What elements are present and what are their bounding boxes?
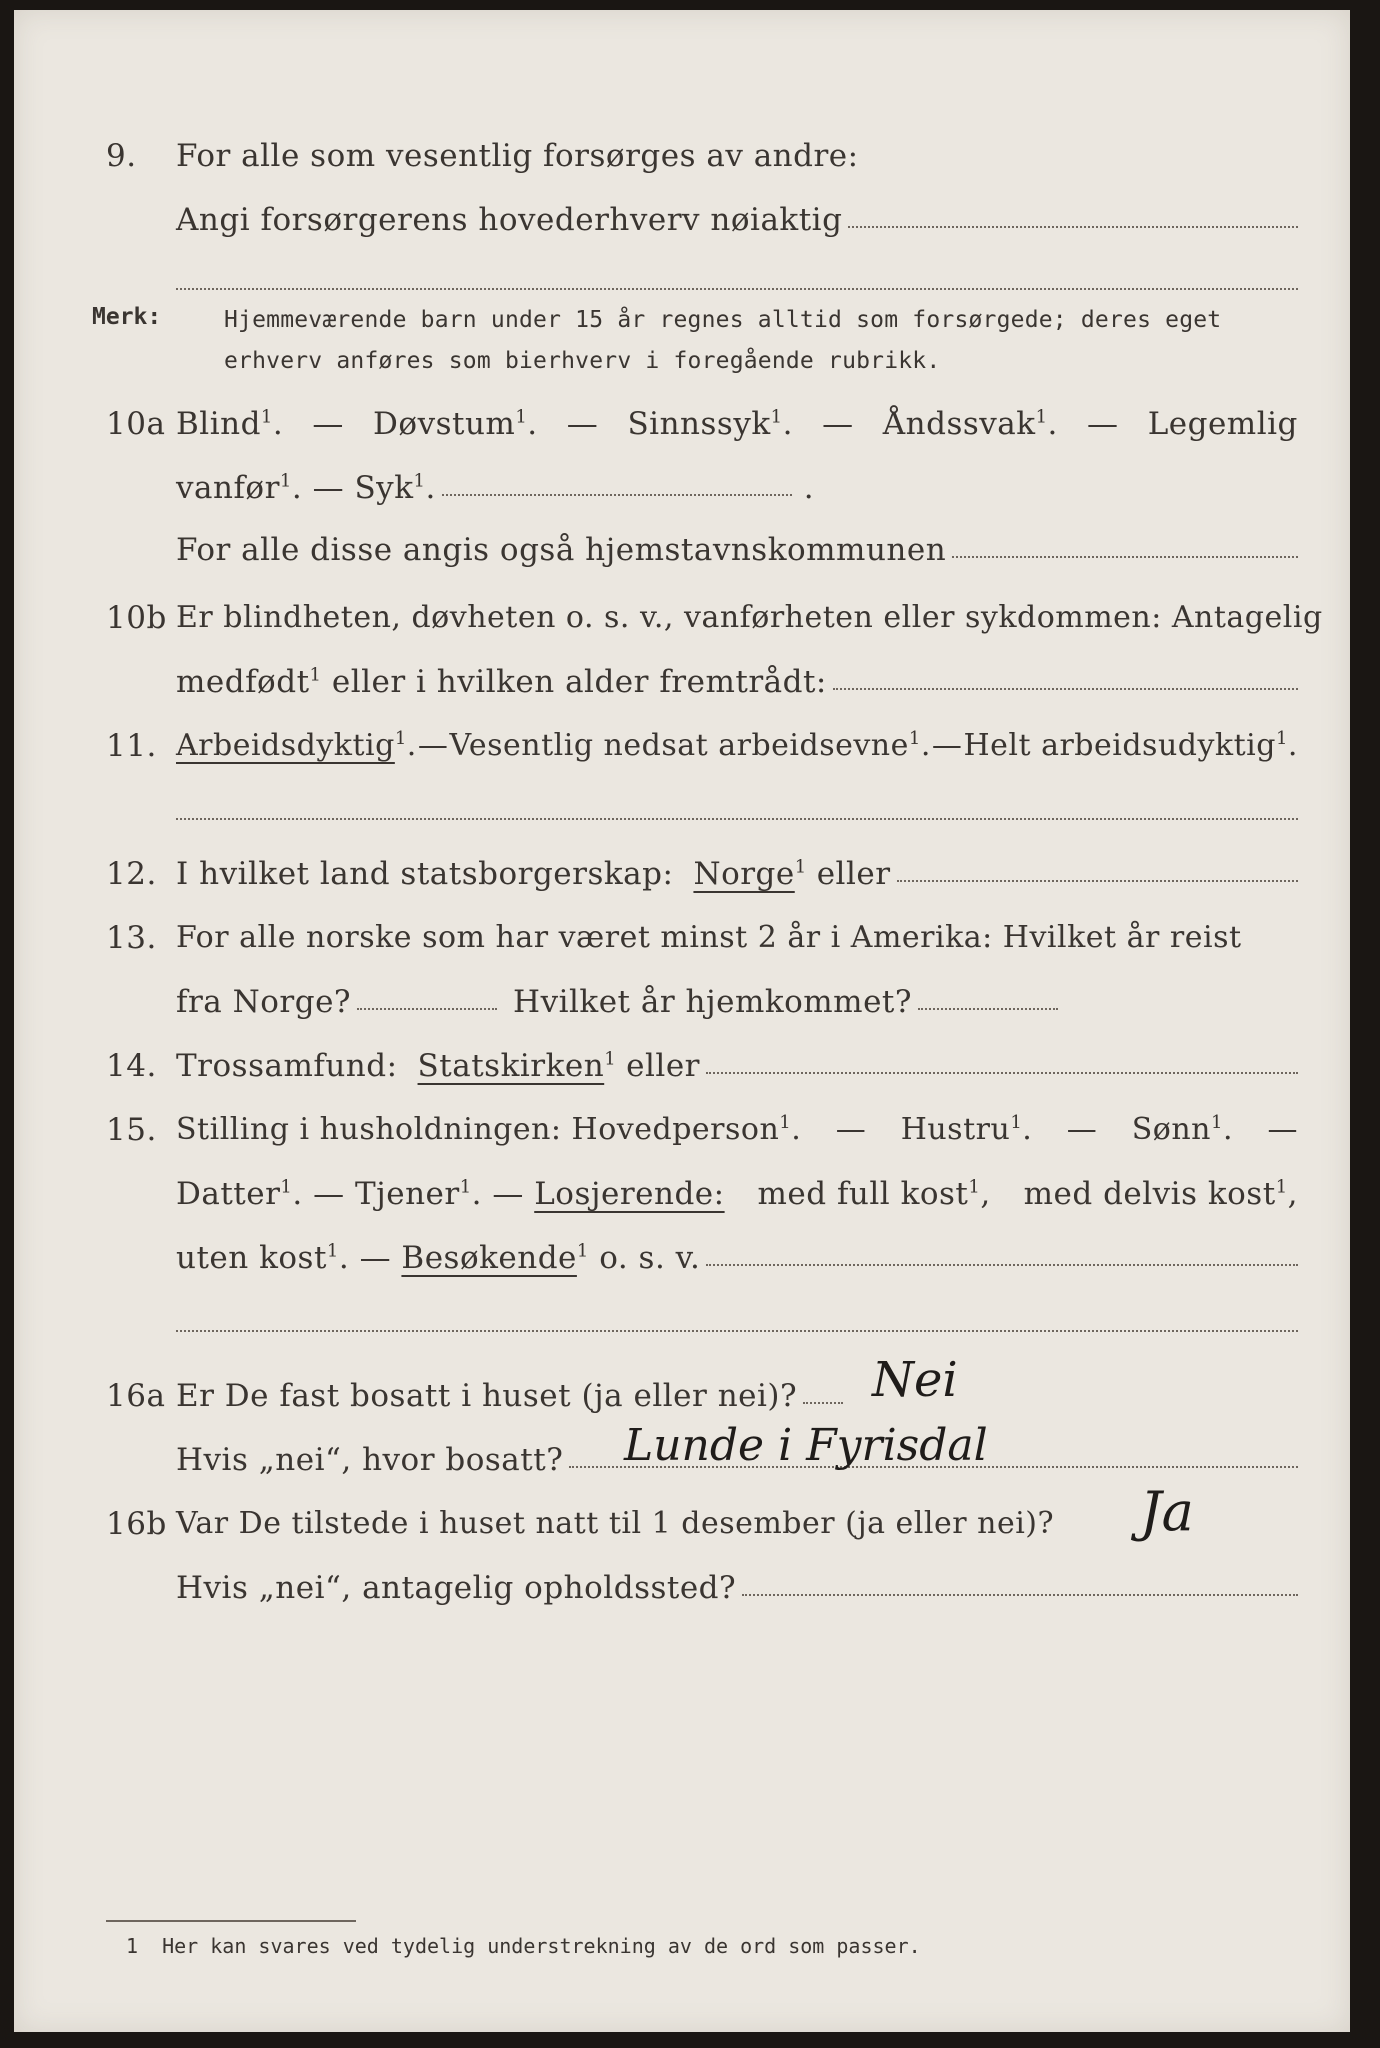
footnote-mark: 1	[126, 1934, 139, 1958]
question-number: 14.	[106, 1048, 157, 1084]
question-number: 16a	[106, 1378, 166, 1414]
question-15-line-3: uten kost$^1$. — Besøkende$^1$ o. s. v.	[14, 1240, 1350, 1292]
option-eller: eller	[816, 856, 891, 892]
question-text: fra Norge?	[176, 984, 352, 1020]
option-datter: Datter	[176, 1176, 281, 1212]
option-osv: o. s. v.	[599, 1240, 701, 1276]
question-10b	[14, 600, 1350, 652]
footnote	[126, 1934, 921, 1958]
option-dovstum: Døvstum	[373, 406, 516, 442]
option-syk: Syk	[354, 470, 414, 506]
question-number: 13.	[106, 920, 157, 956]
question-text: Er De fast bosatt i huset (ja eller nei)?	[176, 1378, 798, 1414]
footnote-ref: 1	[515, 406, 528, 428]
answer-line	[442, 494, 792, 496]
answer-line	[357, 1008, 497, 1010]
answer-line	[952, 556, 1298, 558]
handwritten-answer: Ja	[1140, 1480, 1194, 1543]
question-text: Hvis „nei“, antagelig opholdssted?	[176, 1570, 737, 1606]
option-hovedperson: Stilling i husholdningen: Hovedperson	[176, 1112, 780, 1147]
question-13	[14, 920, 1350, 972]
option-vanfor: vanfør	[176, 470, 280, 506]
question-number: 15.	[106, 1112, 157, 1148]
option-statskirken: Statskirken	[417, 1048, 605, 1084]
answer-line	[706, 1072, 1298, 1074]
question-9-line-2	[14, 202, 1350, 254]
question-text: eller i hvilken alder fremtrådt:	[331, 664, 827, 700]
answer-line	[848, 226, 1298, 228]
merk-label: Merk:	[92, 304, 162, 330]
census-form-page	[14, 10, 1350, 2032]
footnote-ref: 1	[279, 470, 292, 492]
option-arbeidsdyktig: Arbeidsdyktig	[176, 728, 395, 763]
question-10a-line-3	[14, 532, 1350, 584]
question-14	[14, 1048, 1350, 1100]
footnote-ref: 1	[309, 664, 322, 686]
option-losjerende: Losjerende:	[534, 1176, 725, 1212]
answer-line	[706, 1264, 1298, 1266]
question-12	[14, 856, 1350, 908]
footnote-ref: 1	[1010, 1112, 1023, 1133]
footnote-ref: 1	[1275, 728, 1288, 749]
footnote-rule	[106, 1920, 356, 1922]
question-number: 16b	[106, 1506, 167, 1542]
option-uten-kost: uten kost	[176, 1240, 327, 1276]
footnote-ref: 1	[794, 856, 807, 878]
question-10a-line-2: vanfør$^1$. — Syk$^1$. .	[176, 470, 815, 506]
answer-line	[176, 288, 1298, 290]
footnote-ref: 1	[779, 1112, 792, 1133]
footnote-ref: 1	[1035, 406, 1048, 428]
answer-line	[918, 1008, 1058, 1010]
answer-line	[833, 688, 1298, 690]
question-16b-line-2	[14, 1570, 1350, 1622]
footnote-ref: 1	[576, 1240, 589, 1262]
footnote-ref: 1	[604, 1048, 617, 1070]
footnote-ref: 1	[770, 406, 783, 428]
question-13-line-2	[14, 984, 1350, 1036]
answer-line	[803, 1402, 843, 1404]
question-text: Hvilket år hjemkommet?	[513, 984, 913, 1020]
option-besokende: Besøkende	[401, 1240, 577, 1276]
option-delvis-kost: med delvis kost	[1023, 1176, 1276, 1212]
footnote-ref: 1	[280, 1176, 293, 1198]
option-andssvak: Åndssvak	[882, 406, 1036, 442]
merk-text: Hjemmeværende barn under 15 år regnes alltid som forsørgede; deres eget erhverv anføres som bierhverv i foregående rubrikk.	[224, 307, 1222, 374]
question-number: 10b	[106, 600, 167, 636]
question-number: 10a	[106, 406, 166, 442]
footnote-ref: 1	[394, 728, 407, 749]
answer-line	[742, 1594, 1298, 1596]
footnote-ref: 1	[459, 1176, 472, 1198]
question-10b-line-2	[14, 664, 1350, 716]
footnote-ref: 1	[413, 470, 426, 492]
question-number: 11.	[106, 728, 157, 764]
option-udyktig: Helt arbeidsudyktig	[963, 728, 1276, 763]
question-text: For alle disse angis også hjemstavnskommunen	[176, 532, 947, 568]
option-sonn: Sønn	[1131, 1112, 1212, 1147]
option-eller: eller	[626, 1048, 700, 1084]
question-text: For alle som vesentlig forsørges av andre:	[176, 138, 859, 174]
footnote-ref: 1	[326, 1240, 339, 1262]
question-number: 12.	[106, 856, 157, 892]
footnote-ref: 1	[968, 1176, 981, 1198]
footnote-ref: 1	[1211, 1112, 1223, 1133]
question-11: 11. Arbeidsdyktig$^1$. — Vesentlig nedsat arbeidsevne$^1$. — Helt arbeidsudyktig$^1$.	[106, 728, 1298, 764]
question-text: I hvilket land statsborgerskap:	[176, 856, 674, 892]
option-blind: Blind	[176, 406, 261, 442]
question-text: Trossamfund:	[176, 1048, 398, 1084]
option-tjener: Tjener	[354, 1176, 460, 1212]
question-10a: 10a Blind$^1$. — Døvstum$^1$. — Sinnssyk$^1$. — Åndssvak$^1$. — Legemlig	[106, 406, 1298, 442]
option-nedsat: Vesentlig nedsat arbeidsevne	[449, 728, 909, 763]
option-hustru: Hustru	[900, 1112, 1011, 1147]
answer-line	[897, 880, 1298, 882]
question-number: 9.	[106, 138, 137, 174]
question-15-line-2: Datter$^1$. — Tjener$^1$. — Losjerende: med full kost$^1$, med delvis kost$^1$,	[176, 1176, 1298, 1212]
option-legemlig: Legemlig	[1147, 406, 1298, 442]
question-9	[14, 138, 1350, 190]
question-text: Hvis „nei“, hvor bosatt?	[176, 1442, 564, 1478]
option-norge: Norge	[693, 856, 795, 892]
question-text: Er blindheten, døvheten o. s. v., vanførheten eller sykdommen: Antagelig	[176, 600, 1323, 635]
question-text: For alle norske som har været minst 2 år i Amerika: Hvilket år reist	[176, 920, 1242, 955]
footnote-ref: 1	[1275, 1176, 1288, 1198]
handwritten-answer: Lunde i Fyrisdal	[624, 1420, 988, 1471]
option-sinnssyk: Sinnssyk	[627, 406, 771, 442]
answer-line	[176, 1330, 1298, 1332]
footnote-text: Her kan svares ved tydelig understrekning av de ord som passer.	[162, 1934, 921, 1958]
question-text: Var De tilstede i huset natt til 1 desember (ja eller nei)?	[176, 1506, 1055, 1541]
footnote-ref: 1	[260, 406, 273, 428]
option-full-kost: med full kost	[757, 1176, 969, 1212]
question-text: Angi forsørgerens hovederhverv nøiaktig	[176, 202, 843, 238]
handwritten-answer: Nei	[872, 1352, 958, 1408]
footnote-ref: 1	[908, 728, 921, 749]
option-medfodt: medfødt	[176, 664, 310, 700]
question-15: 15. Stilling i husholdningen: Hovedperson$^1$. — Hustru$^1$. — Sønn$^1$. —	[106, 1112, 1298, 1148]
answer-line	[176, 818, 1298, 820]
